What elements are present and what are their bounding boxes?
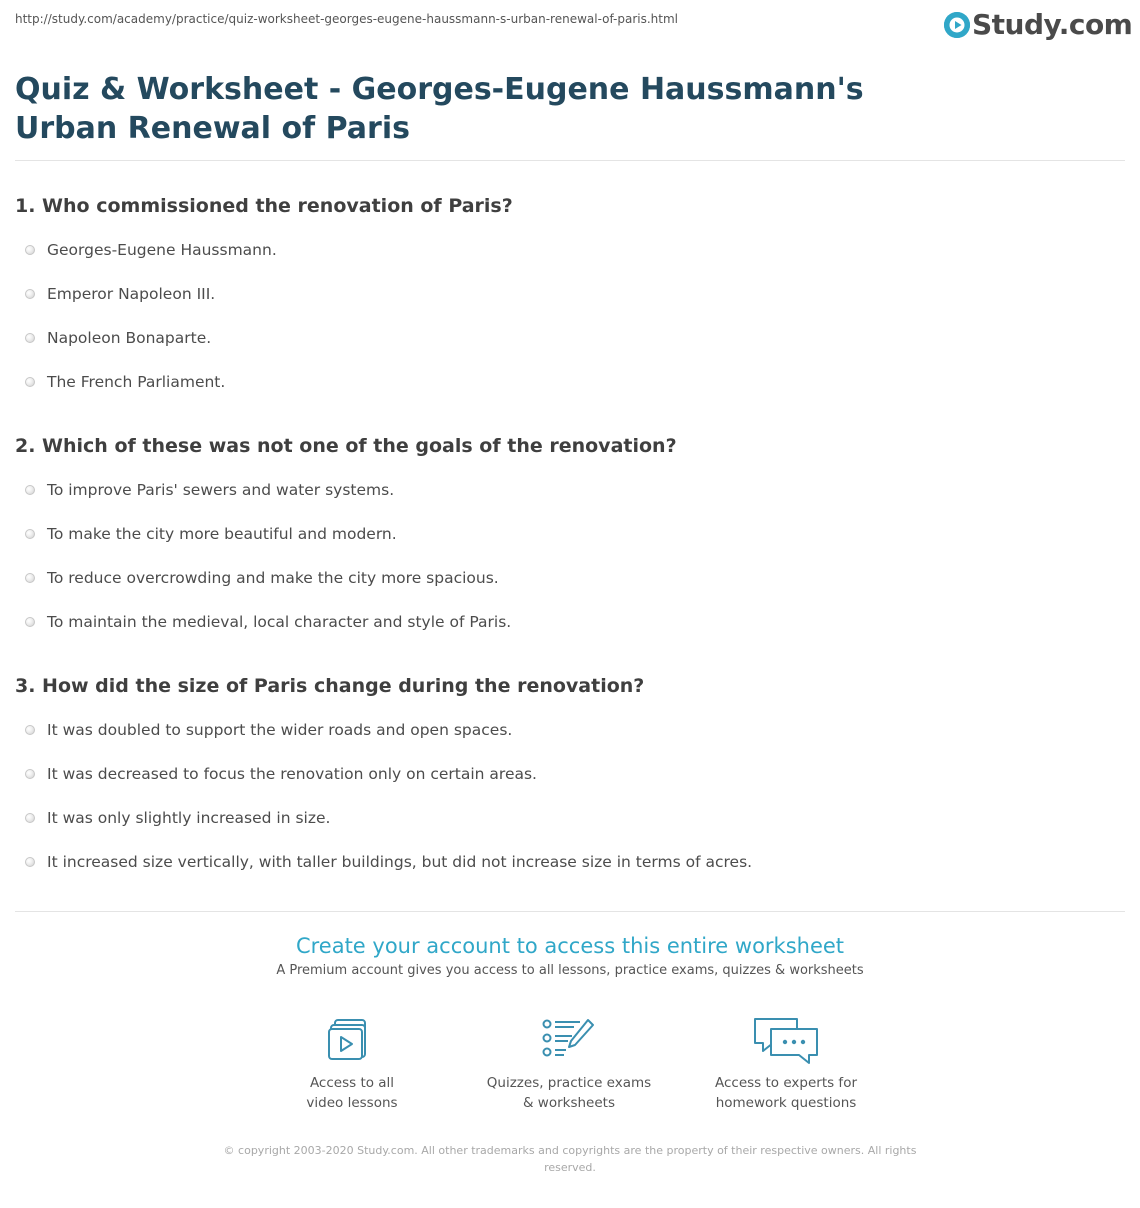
cta-divider xyxy=(15,911,1125,912)
question-1 xyxy=(15,193,1115,406)
answer-label: To make the city more beautiful and modern. xyxy=(47,525,397,543)
answer-option[interactable] xyxy=(15,274,1115,318)
answer-option[interactable] xyxy=(15,602,1115,646)
page-url: http://study.com/academy/practice/quiz-worksheet-georges-eugene-haussmann-s-urban-renewal-of-paris.html xyxy=(15,12,679,26)
answer-label: It increased size vertically, with taller buildings, but did not increase size in terms of acres. xyxy=(47,853,753,871)
answer-label: Emperor Napoleon III. xyxy=(47,285,216,303)
top-bar xyxy=(0,0,1140,60)
answer-label: To maintain the medieval, local character and style of Paris. xyxy=(47,613,512,631)
feature-label xyxy=(252,1073,452,1113)
question-text: 1. Who commissioned the renovation of Paris? xyxy=(15,195,513,217)
feature-experts xyxy=(686,1015,886,1113)
answer-option[interactable] xyxy=(15,798,1115,842)
cta-subtitle: A Premium account gives you access to all lessons, practice exams, quizzes & worksheets xyxy=(276,963,864,978)
answer-option[interactable] xyxy=(15,318,1115,362)
quiz-checklist-icon xyxy=(534,1015,604,1067)
chat-bubbles-icon xyxy=(751,1015,821,1067)
feature-label-line: Access to all xyxy=(309,1075,395,1091)
feature-label-line: & worksheets xyxy=(522,1095,615,1111)
answer-option[interactable] xyxy=(15,230,1115,274)
cta-title-link[interactable]: Create your account to access this entire worksheet xyxy=(295,934,845,958)
radio-button[interactable] xyxy=(25,573,35,583)
feature-label xyxy=(469,1073,669,1113)
title-divider xyxy=(15,160,1125,161)
answer-option[interactable] xyxy=(15,470,1115,514)
answer-label: To reduce overcrowding and make the city more spacious. xyxy=(47,569,499,587)
video-lessons-icon xyxy=(317,1015,387,1067)
question-text: 3. How did the size of Paris change during the renovation? xyxy=(15,675,645,697)
logo-text: Study.com xyxy=(972,8,1133,41)
radio-button[interactable] xyxy=(25,813,35,823)
copyright-line: reserved. xyxy=(544,1161,596,1174)
play-circle-icon xyxy=(944,12,970,38)
answer-label: It was doubled to support the wider roads and open spaces. xyxy=(47,721,513,739)
feature-label-line: video lessons xyxy=(306,1095,398,1111)
radio-button[interactable] xyxy=(25,245,35,255)
radio-button[interactable] xyxy=(25,857,35,867)
answer-option[interactable] xyxy=(15,362,1115,406)
feature-label-line: Quizzes, practice exams xyxy=(486,1075,652,1091)
question-text: 2. Which of these was not one of the goals of the renovation? xyxy=(15,435,677,457)
copyright-footer xyxy=(215,1142,925,1176)
answer-label: To improve Paris' sewers and water systems. xyxy=(47,481,395,499)
feature-quizzes xyxy=(469,1015,669,1113)
feature-label-line: homework questions xyxy=(715,1095,857,1111)
answer-label: Napoleon Bonaparte. xyxy=(47,329,212,347)
radio-button[interactable] xyxy=(25,725,35,735)
radio-button[interactable] xyxy=(25,333,35,343)
radio-button[interactable] xyxy=(25,485,35,495)
question-3 xyxy=(15,673,1115,886)
answer-label: It was only slightly increased in size. xyxy=(47,809,331,827)
premium-cta xyxy=(0,932,1140,980)
feature-label-line: Access to experts for xyxy=(714,1075,857,1091)
answer-option[interactable] xyxy=(15,710,1115,754)
answer-option[interactable] xyxy=(15,842,1115,886)
feature-video-lessons xyxy=(252,1015,452,1113)
radio-button[interactable] xyxy=(25,617,35,627)
answer-label: The French Parliament. xyxy=(47,373,226,391)
radio-button[interactable] xyxy=(25,769,35,779)
answer-option[interactable] xyxy=(15,514,1115,558)
radio-button[interactable] xyxy=(25,289,35,299)
copyright-line: © copyright 2003-2020 Study.com. All other trademarks and copyrights are the property of their respective owners. All rights xyxy=(223,1144,917,1157)
study-logo[interactable] xyxy=(944,8,1132,42)
feature-label xyxy=(686,1073,886,1113)
answer-label: Georges-Eugene Haussmann. xyxy=(47,241,277,259)
answer-option[interactable] xyxy=(15,558,1115,602)
answer-option[interactable] xyxy=(15,754,1115,798)
radio-button[interactable] xyxy=(25,377,35,387)
answer-label: It was decreased to focus the renovation only on certain areas. xyxy=(47,765,537,783)
radio-button[interactable] xyxy=(25,529,35,539)
page-title: Quiz & Worksheet - Georges-Eugene Haussmann's Urban Renewal of Paris xyxy=(15,72,864,146)
question-2 xyxy=(15,433,1115,646)
